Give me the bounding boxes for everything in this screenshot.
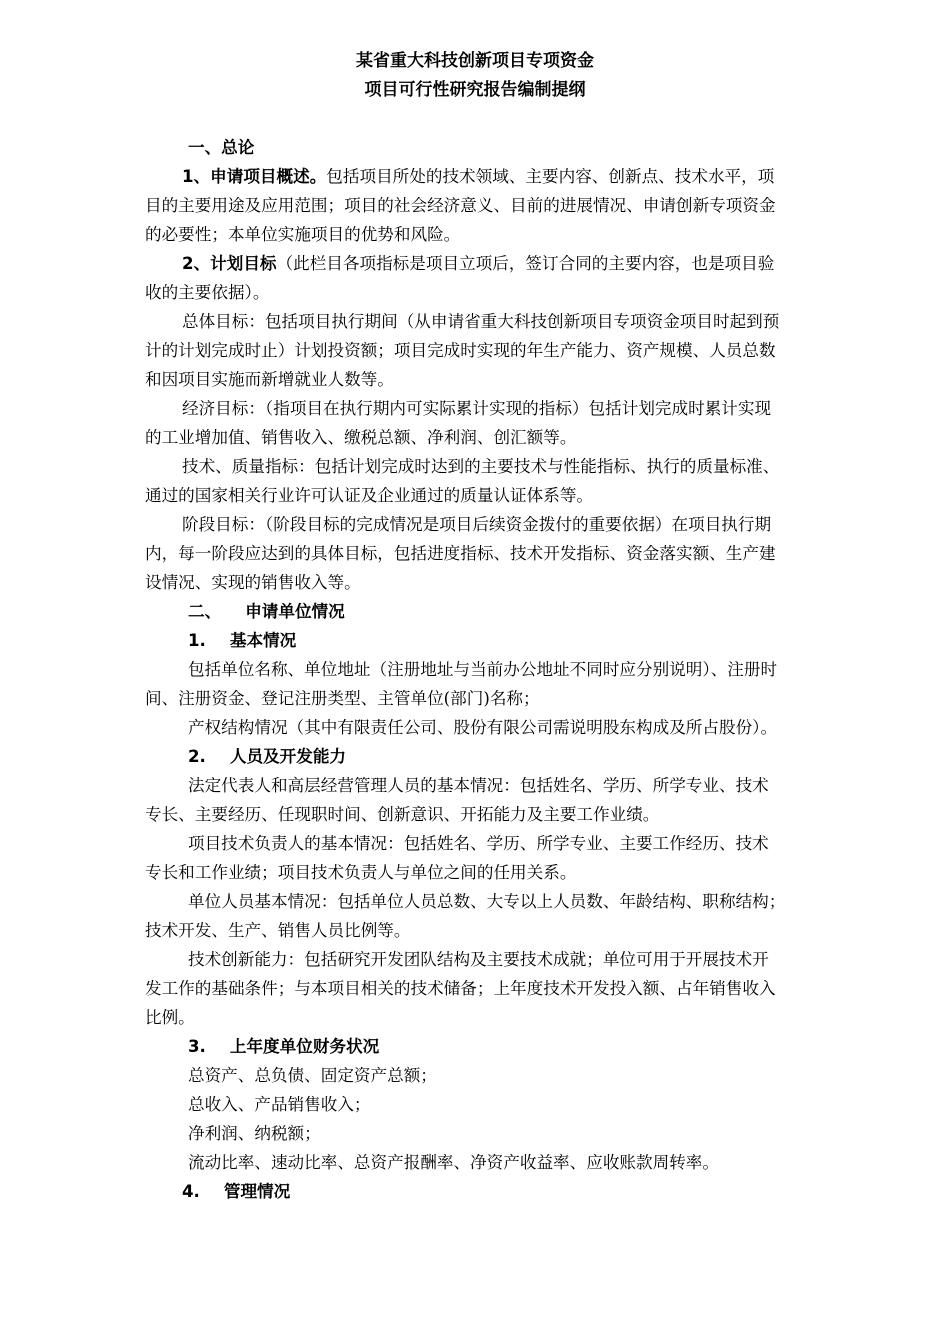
item1-line2: 目的主要用途及应用范围；项目的社会经济意义、目前的进展情况、申请创新专项资金 xyxy=(145,196,776,215)
economic-line2: 的工业增加值、销售收入、缴税总额、净利润、创汇额等。 xyxy=(145,428,577,447)
sub3-item3: 净利润、纳税额； xyxy=(188,1124,321,1143)
sub3-text: 上年度单位财务状况 xyxy=(229,1037,380,1056)
sub2-text: 人员及开发能力 xyxy=(229,747,347,766)
sub1-para1-line1: 包括单位名称、单位地址（注册地址与当前办公地址不同时应分别说明）、注册时 xyxy=(188,660,778,679)
sub3-item1: 总资产、总负债、固定资产总额； xyxy=(188,1066,437,1085)
item1-line1 xyxy=(182,166,774,188)
sub4-text: 管理情况 xyxy=(223,1182,291,1201)
overall-line3: 和因项目实施而新增就业人数等。 xyxy=(145,370,394,389)
section2-heading-num: 二、 xyxy=(188,602,222,621)
sub2-para4-line3: 比例。 xyxy=(145,1008,195,1027)
section1-heading: 一、总论 xyxy=(188,138,255,157)
sub2-para4-line1: 技术创新能力：包括研究开发团队结构及主要技术成就；单位可用于开展技术开 xyxy=(188,950,769,969)
item1-line3: 的必要性；本单位实施项目的优势和风险。 xyxy=(145,225,461,244)
sub3-num: 3. xyxy=(188,1037,206,1056)
document-title-line2: 项目可行性研究报告编制提纲 xyxy=(364,80,586,100)
sub2-para2-line2: 专长和工作业绩；项目技术负责人与单位之间的任用关系。 xyxy=(145,863,577,882)
sub2-para4-line2: 发工作的基础条件；与本项目相关的技术储备；上年度技术开发投入额、占年销售收入 xyxy=(145,979,776,998)
sub4-num: 4. xyxy=(182,1182,200,1201)
sub2-para3-line2: 技术开发、生产、销售人员比例等。 xyxy=(145,921,411,940)
item1-label: 1、申请项目概述。 xyxy=(182,167,327,186)
section2-heading-text: 申请单位情况 xyxy=(245,602,345,621)
item1-text: 包括项目所处的技术领域、主要内容、创新点、技术水平，项 xyxy=(326,167,775,186)
sub2-para2-line1: 项目技术负责人的基本情况：包括姓名、学历、所学专业、主要工作经历、技术 xyxy=(188,834,769,853)
sub1-text: 基本情况 xyxy=(229,631,297,650)
sub2-para3-line1: 单位人员基本情况：包括单位人员总数、大专以上人员数、年龄结构、职称结构； xyxy=(188,892,786,911)
item2-line2: 收的主要依据）。 xyxy=(145,283,270,302)
economic-line1: 经济目标：（指项目在执行期内可实际累计实现的指标）包括计划完成时累计实现 xyxy=(182,399,772,418)
technical-line1: 技术、质量指标：包括计划完成时达到的主要技术与性能指标、执行的质量标准、 xyxy=(182,457,780,476)
stage-line1: 阶段目标：（阶段目标的完成情况是项目后续资金拨付的重要依据）在项目执行期 xyxy=(182,515,772,534)
sub2-num: 2. xyxy=(188,747,206,766)
document-title-line1: 某省重大科技创新项目专项资金 xyxy=(356,51,594,71)
section2-heading xyxy=(188,601,345,623)
sub1-num: 1. xyxy=(188,631,206,650)
sub3-item4: 流动比率、速动比率、总资产报酬率、净资产收益率、应收账款周转率。 xyxy=(188,1153,719,1172)
sub2-heading xyxy=(188,746,346,768)
sub4-heading xyxy=(182,1181,290,1203)
overall-line2: 计的计划完成时止）计划投资额；项目完成时实现的年生产能力、资产规模、人员总数 xyxy=(145,341,776,360)
sub3-item2: 总收入、产品销售收入； xyxy=(188,1095,371,1114)
item2-text: （此栏目各项指标是项目立项后，签订合同的主要内容，也是项目验 xyxy=(276,254,775,273)
sub1-para1-line2: 间、注册资金、登记注册类型、主管单位(部门)名称； xyxy=(145,689,540,708)
sub1-heading xyxy=(188,630,296,652)
sub2-para1-line1: 法定代表人和高层经营管理人员的基本情况：包括姓名、学历、所学专业、技术 xyxy=(188,776,769,795)
item2-line1 xyxy=(182,253,774,275)
sub2-para1-line2: 专长、主要经历、任现职时间、创新意识、开拓能力及主要工作业绩。 xyxy=(145,805,660,824)
stage-line3: 设情况、实现的销售收入等。 xyxy=(145,573,361,592)
sub1-para2: 产权结构情况（其中有限责任公司、股份有限公司需说明股东构成及所占股份）。 xyxy=(188,718,778,737)
overall-line1: 总体目标：包括项目执行期间（从申请省重大科技创新项目专项资金项目时起到预 xyxy=(182,312,780,331)
stage-line2: 内，每一阶段应达到的具体目标，包括进度指标、技术开发指标、资金落实额、生产建 xyxy=(145,544,776,563)
sub3-heading xyxy=(188,1036,379,1058)
item2-label: 2、计划目标 xyxy=(182,254,277,273)
technical-line2: 通过的国家相关行业许可认证及企业通过的质量认证体系等。 xyxy=(145,486,594,505)
